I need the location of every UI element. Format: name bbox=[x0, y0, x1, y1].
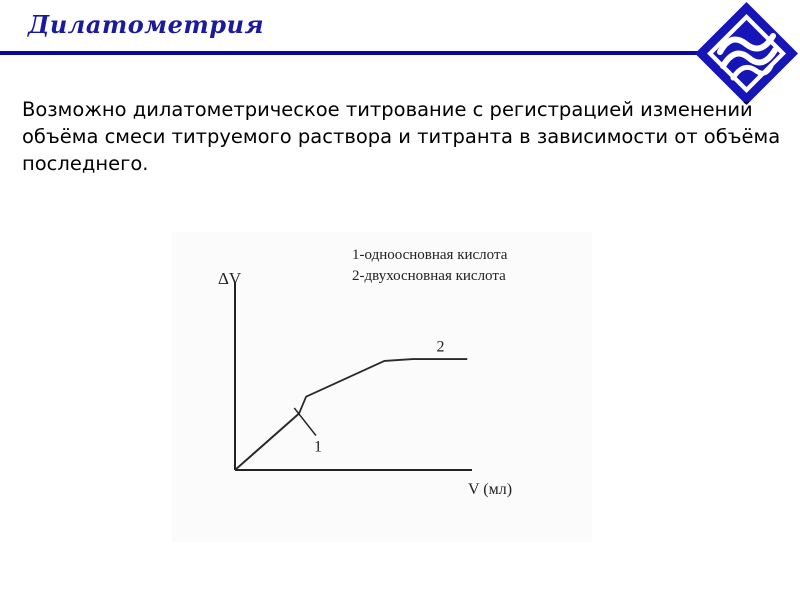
series-line-1 bbox=[235, 414, 299, 470]
diamond-wave-logo-icon bbox=[693, 0, 800, 107]
body-text: Возможно дилатометрическое титрование с регистрацией изменений объёма смеси титруемого раствора и титранта в зависимости от объёма последнего. bbox=[22, 98, 781, 175]
titration-chart bbox=[172, 232, 592, 542]
chart-panel bbox=[172, 232, 592, 542]
legend-item-1: 1-одноосновная кислота bbox=[352, 247, 508, 263]
annotation-1-label: 1 bbox=[313, 438, 322, 456]
annotation-2-label: 2 bbox=[436, 338, 445, 356]
series-line-2 bbox=[235, 359, 467, 470]
y-axis-label: ΔV bbox=[218, 269, 242, 288]
slide-title: Дилатометрия bbox=[28, 10, 265, 39]
legend-item-2: 2-двухосновная кислота bbox=[352, 268, 506, 284]
series-layer bbox=[235, 359, 467, 470]
title-underline bbox=[0, 51, 712, 55]
annotation-1-leader bbox=[294, 408, 316, 436]
x-axis-label: V (мл) bbox=[468, 481, 513, 498]
